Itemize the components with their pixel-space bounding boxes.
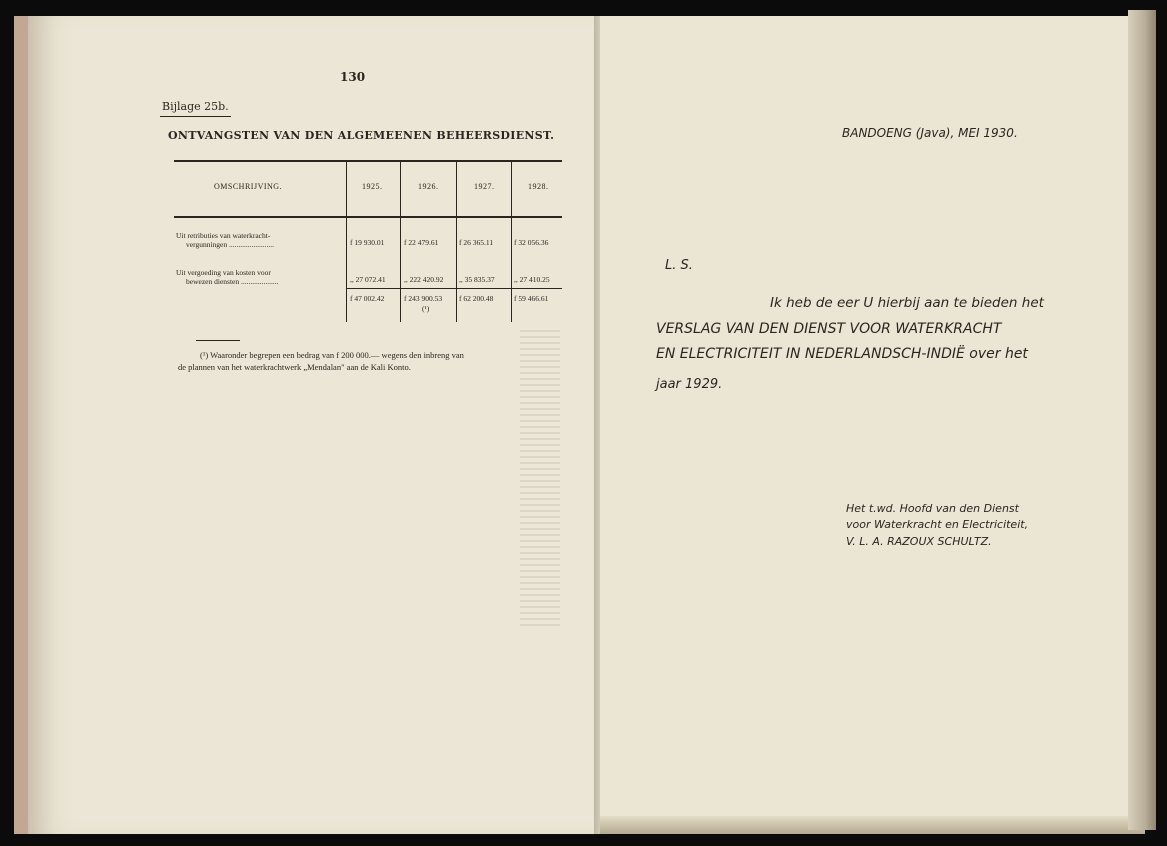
table-cell: ,, 35 835.37: [459, 275, 495, 284]
table-cell: ,, 27 410.25: [514, 275, 550, 284]
table-cell: f 22 479.61: [404, 238, 439, 247]
table-cell: f 26 365.11: [459, 238, 494, 247]
signature-line: V. L. A. RAZOUX SCHULTZ.: [846, 535, 992, 548]
letter-body-line: EN ELECTRICITEIT IN NEDERLANDSCH-INDIË over het: [656, 346, 1028, 362]
row-description: bewezen diensten ....................: [186, 277, 279, 286]
subtotal-rule: [346, 288, 562, 289]
header-1925: 1925.: [362, 182, 383, 191]
place-date: BANDOENG (Java), MEI 1930.: [842, 126, 1018, 140]
column-rule: [456, 162, 457, 322]
page-stack-bottom: [600, 816, 1145, 834]
header-1926: 1926.: [418, 182, 439, 191]
letter-body-line: Ik heb de eer U hierbij aan te bieden het: [770, 295, 1044, 311]
column-rule: [400, 162, 401, 322]
appendix-label: Bijlage 25b.: [160, 100, 231, 117]
footnote-text: (¹) Waaronder begrepen een bedrag van f 200 000.— wegens den inbreng van: [200, 350, 464, 360]
header-1928: 1928.: [528, 182, 549, 191]
row-description: Uit vergoeding van kosten voor: [176, 268, 271, 277]
table-top-rule: [174, 160, 562, 162]
signature-line: voor Waterkracht en Electriciteit,: [846, 518, 1029, 531]
footnote-separator: [196, 340, 240, 341]
row-description: vergunningen ........................: [186, 240, 274, 249]
header-description: OMSCHRIJVING.: [214, 182, 283, 191]
column-rule: [346, 162, 347, 322]
row-description: Uit retributies van waterkracht-: [176, 231, 271, 240]
total-cell: f 47 002.42: [350, 294, 385, 303]
total-cell: f 59 466.61: [514, 294, 549, 303]
table-header-rule: [174, 216, 562, 218]
signature-line: Het t.wd. Hoofd van den Dienst: [846, 502, 1019, 515]
table-cell: ,, 27 072.41: [350, 275, 386, 284]
footnote-marker: (¹): [422, 304, 430, 313]
letter-body-line: jaar 1929.: [656, 377, 723, 392]
header-1927: 1927.: [474, 182, 495, 191]
table-title: ONTVANGSTEN VAN DEN ALGEMEENEN BEHEERSDIENST.: [168, 129, 555, 142]
table-cell: f 19 930.01: [350, 238, 385, 247]
total-cell: f 243 900.53: [404, 294, 443, 303]
table-cell: f 32 056.36: [514, 238, 549, 247]
salutation: L. S.: [665, 258, 693, 273]
column-rule: [511, 162, 512, 322]
total-cell: f 62 200.48: [459, 294, 494, 303]
letter-body-line: VERSLAG VAN DEN DIENST VOOR WATERKRACHT: [656, 321, 1002, 337]
table-cell: ,, 222 420.92: [404, 275, 444, 284]
footnote-text: de plannen van het waterkrachtwerk „Mendalan" aan de Kali Konto.: [178, 362, 411, 372]
page-stack-edge: [1128, 10, 1156, 830]
page-number: 130: [340, 70, 366, 84]
bleed-through-shadow: [520, 330, 560, 630]
